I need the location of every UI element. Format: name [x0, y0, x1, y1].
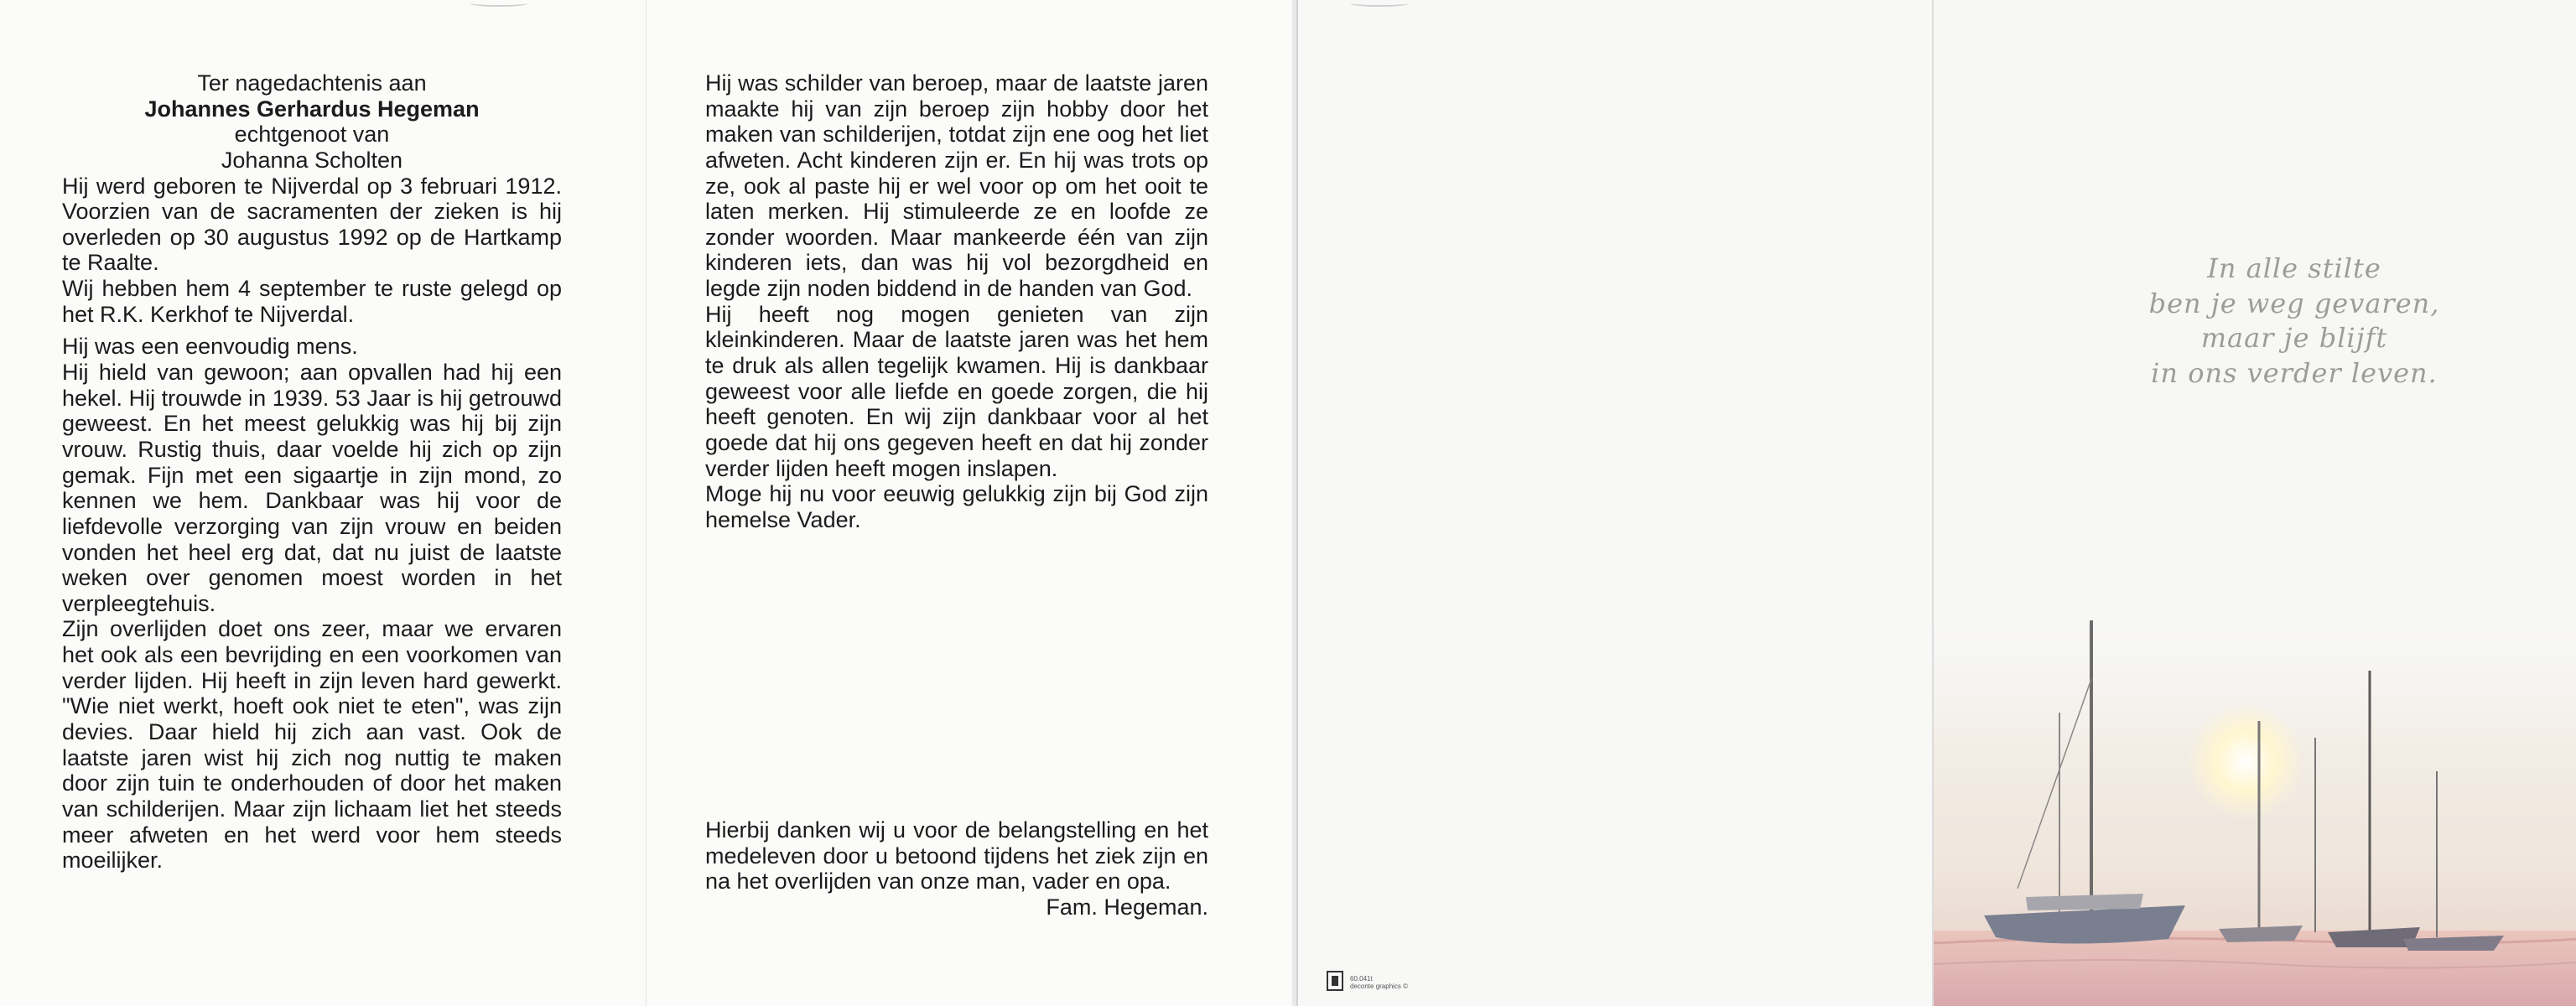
verse-line: maar je blijft	[2200, 322, 2388, 355]
thanks-paragraph: Hierbij danken wij u voor de belangstelling en het medeleven door u betoond tijdens het ziek zijn en na het overlijden van onze man, vader en opa.	[705, 817, 1208, 895]
inner-left-panel	[0, 0, 646, 1006]
fold-mark	[1350, 0, 1409, 7]
verse-line: In alle stilte	[2207, 252, 2381, 284]
verse-line: ben je weg gevaren,	[2148, 287, 2440, 319]
burial-paragraph: Wij hebben hem 4 september te ruste gelegd op het R.K. Kerkhof te Nijverdal.	[62, 276, 562, 327]
printer-name: deconte graphics ©	[1350, 983, 1409, 991]
spouse-name: Johanna Scholten	[221, 147, 403, 173]
simple-man-paragraph: Hij was een eenvoudig mens.	[62, 334, 358, 360]
life-paragraph: Hij hield van gewoon; aan opvallen had hij een hekel. Hij trouwde in 1939. 53 Jaar is hij getrouwd geweest. En het meest gelukkig was hij bij zijn vrouw. Rustig thuis, daar voelde hij zich op zijn gemak. Fijn met een sigaartje in zijn mond, zo kennen we hem. Dankbaar was hij voor de liefdevolle verzorging van zijn vrouw en beiden vonden het heel erg dat, dat nu juist de laatste weken over genomen moest worden in het verpleegtehuis.	[62, 360, 562, 616]
printer-mark	[1327, 971, 1408, 991]
sun-icon	[2187, 703, 2304, 820]
middle-text-column	[705, 70, 1208, 533]
grandchildren-paragraph: Hij heeft nog mogen genieten van zijn kleinkinderen. Maar de laatste jaren was het hem te druk als allen tegelijk kwamen. Hij is dankbaar geweest voor alle liefde en goede zorgen, die hij heeft genoten. En wij zijn dankbaar voor al het goede dat hij ons gegeven heeft en dat hij zonder verder lijden heeft mogen inslapen.	[705, 301, 1208, 481]
cover-panel	[1932, 0, 2576, 1006]
printer-logo-icon	[1327, 971, 1343, 991]
profession-paragraph: Hij was schilder van beroep, maar de laatste jaren maakte hij van zijn beroep zijn hobby door het maken van schilderijen, totdat zijn ene oog het liet afweten. Acht kinderen zijn er. En hij was trots op ze, ook al paste hij er wel voor op om het ooit te laten merken. Hij stimuleerde ze en loofde ze zonder woorden. Maar mankeerde één van zijn kinderen iets, dan was hij vol bezorgdheid en legde zijn noden biddend in de handen van God.	[705, 70, 1208, 302]
deceased-name: Johannes Gerhardus Hegeman	[144, 96, 480, 122]
back-panel	[1296, 0, 1934, 1006]
birth-death-paragraph: Hij werd geboren te Nijverdal op 3 februari 1912. Voorzien van de sacramenten der zieken is hij overleden op 30 augustus 1992 op de Hartkamp te Raalte.	[62, 173, 562, 276]
verse-line: in ons verder leven.	[2151, 356, 2438, 389]
family-signature: Fam. Hegeman.	[1046, 894, 1208, 920]
inner-right-panel	[646, 0, 1292, 1006]
thanks-block	[705, 817, 1208, 920]
blessing-paragraph: Moge hij nu voor eeuwig gelukkig zijn bij God zijn hemelse Vader.	[705, 481, 1208, 532]
passing-paragraph: Zijn overlijden doet ons zeer, maar we ervaren het ook als een bevrijding en een voorkomen van verder lijden. Hij heeft in zijn leven hard gewerkt. "Wie niet werkt, hoeft ook niet te eten", was zijn devies. Daar hield hij zich aan vast. Ook de laatste jaren wist hij zich nog nuttig te maken door zijn tuin te onderhouden of door het maken van schilderijen. Maar zijn lichaam liet het steeds meer afweten en het werd voor hem steeds moeilijker.	[62, 616, 562, 874]
fold-mark	[470, 0, 528, 7]
spouse-label: echtgenoot van	[234, 122, 390, 148]
left-text-column	[62, 70, 562, 874]
printer-code: 60.041t	[1350, 975, 1373, 983]
harbor-painting	[1934, 604, 2576, 1006]
memorial-heading: Ter nagedachtenis aan	[197, 70, 427, 96]
cover-verse	[2043, 252, 2546, 391]
